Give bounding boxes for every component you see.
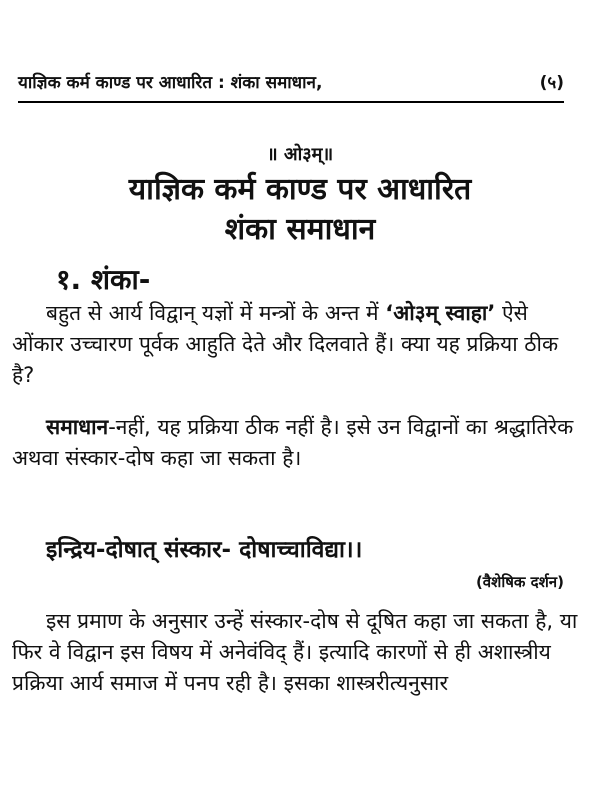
question-text-start: बहुत से आर्य विद्वान् यज्ञों में मन्त्रों के अन्त में xyxy=(46,301,386,325)
question-text-end: ऐसे ओंकार उच्चारण पूर्वक आहुति देते और दिलवाते हैं। क्या यह प्रक्रिया ठीक है? xyxy=(12,301,559,387)
answer-paragraph xyxy=(12,412,578,474)
running-header xyxy=(18,70,564,103)
om-invocation: ॥ ओ३म्॥ xyxy=(266,144,334,165)
answer-label: समाधान xyxy=(46,415,109,439)
chapter-title-line1: याज्ञिक कर्म काण्ड पर आधारित xyxy=(128,172,472,207)
question-heading: १. शंका- xyxy=(56,263,151,296)
answer-text: -नहीं, यह प्रक्रिया ठीक नहीं है। इसे उन विद्वानों का श्रद्धातिरेक अथवा संस्कार-दोष कहा जा सकता है। xyxy=(12,415,574,470)
explanation-paragraph: इस प्रमाण के अनुसार उन्हें संस्कार-दोष से दूषित कहा जा सकता है, या फिर वे विद्वान इस विषय में अनेवंविद् हैं। इत्यादि कारणों से ही अशास्त्रीय प्रक्रिया आर्य समाज में पनप रही है। इसका शास्त्ररीत्यनुसार xyxy=(12,609,578,695)
running-title: याज्ञिक कर्म काण्ड पर आधारित : शंका समाधान, xyxy=(18,73,323,93)
question-paragraph xyxy=(12,298,578,391)
page-number: (५) xyxy=(539,73,564,93)
sutra-quote: इन्द्रिय-दोषात् संस्कार- दोषाच्चाविद्या।। xyxy=(46,537,363,563)
chapter-title-line2: शंका समाधान xyxy=(224,212,376,247)
om-svaha-quote: ‘ओ३म् स्वाहा’ xyxy=(385,301,496,325)
chapter-title xyxy=(0,170,600,250)
sutra-source: (वैशेषिक दर्शन) xyxy=(475,573,564,591)
